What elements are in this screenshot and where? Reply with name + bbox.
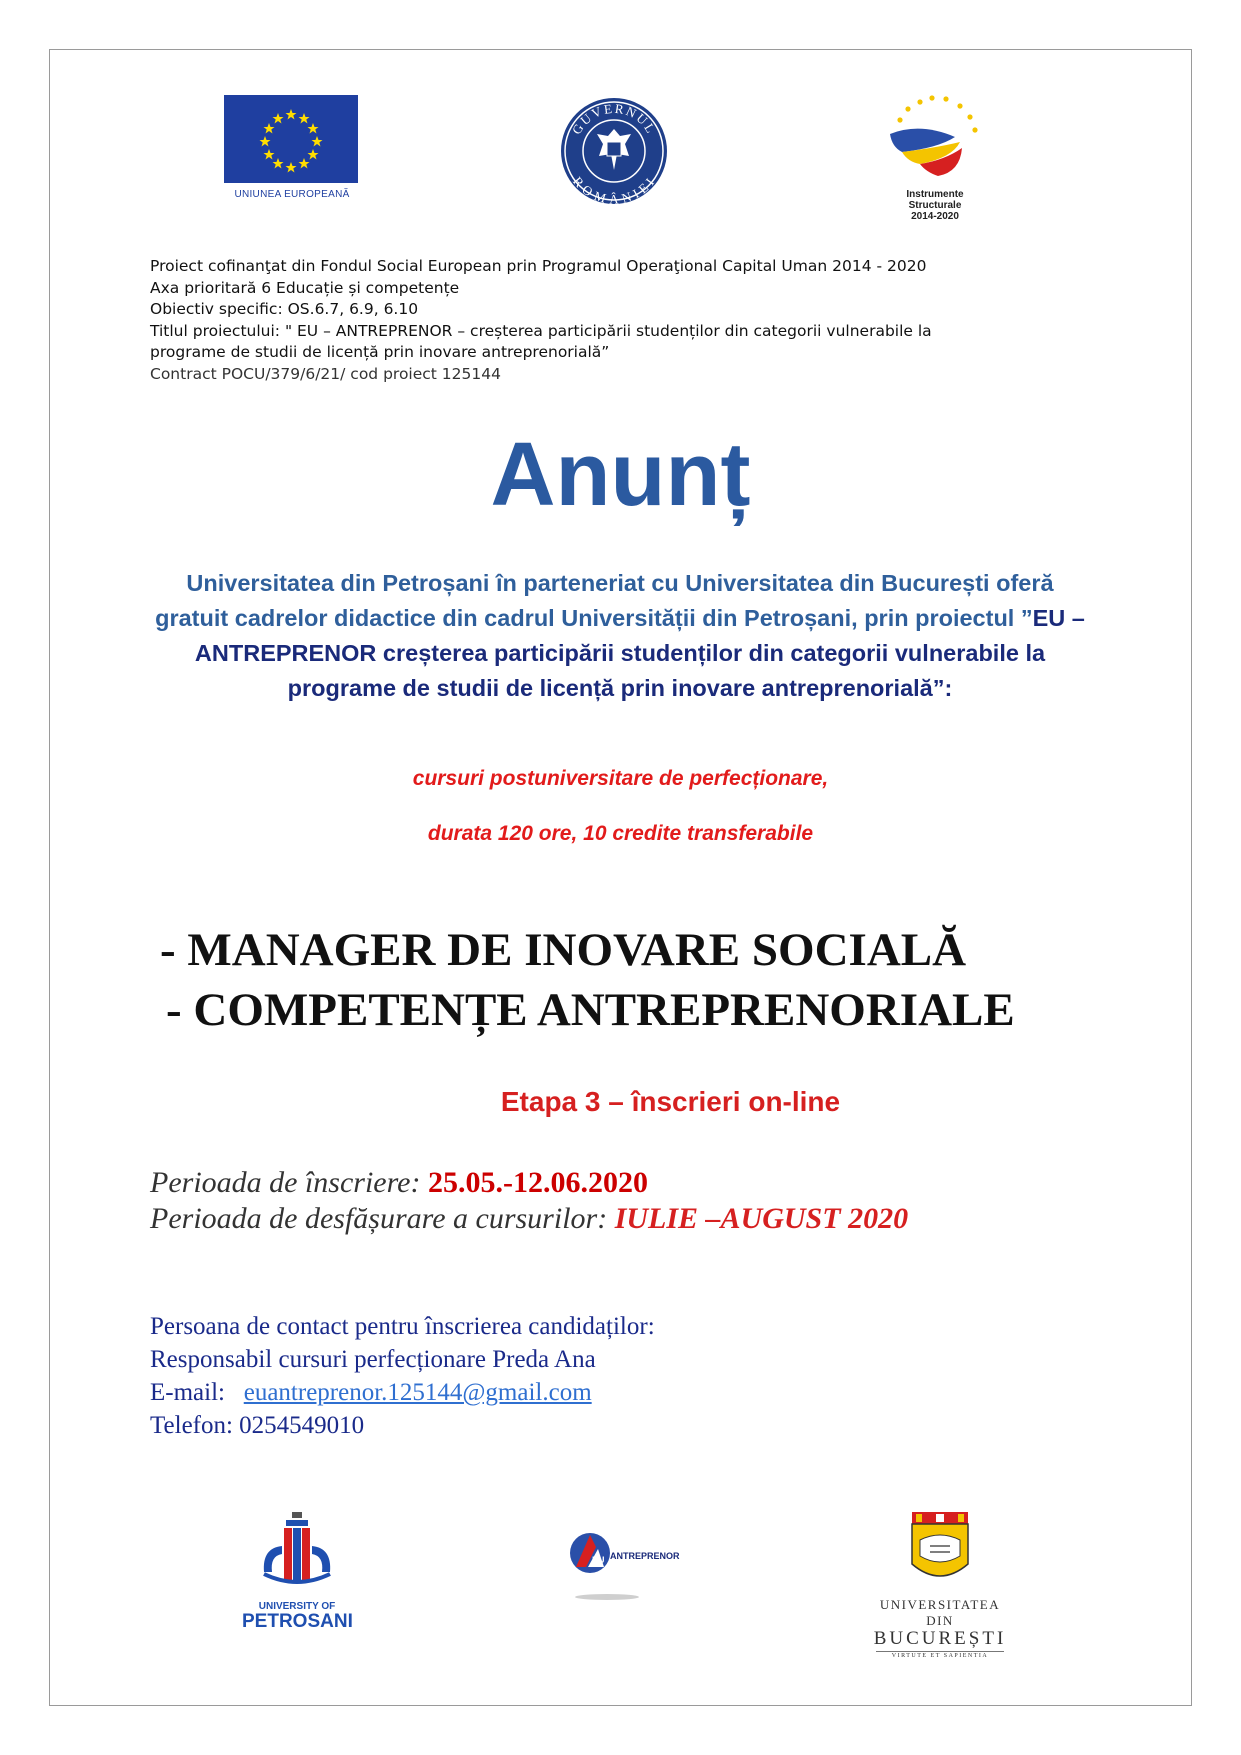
project-contract-line: Contract POCU/379/6/21/ cod proiect 125144 bbox=[150, 364, 501, 383]
ub-motto: VIRTUTE ET SAPIENTIA bbox=[876, 1651, 1004, 1659]
course-type-line: cursuri postuniversitare de perfecționare, bbox=[412, 767, 829, 790]
instrumente-structurale-logo bbox=[880, 92, 990, 222]
ub-caption-line2: BUCUREȘTI bbox=[873, 1628, 1007, 1649]
intro-paragraph bbox=[150, 566, 1090, 706]
course-list bbox=[160, 920, 1015, 1040]
project-info bbox=[150, 256, 1050, 385]
email-link[interactable]: euantreprenor.125144@gmail.com bbox=[243, 1379, 592, 1406]
project-funding-line: Proiect cofinanţat din Fondul Social European prin Programul Operaţional Capital Uman 2014 - 2020 bbox=[150, 257, 927, 275]
eu-flag-logo bbox=[224, 95, 360, 203]
intro-project-name: EU – ANTREPRENOR creșterea participării studenților din categorii vulnerabile la programe de studii de licență prin inovare antreprenorială”: bbox=[194, 605, 1085, 701]
government-seal-icon bbox=[559, 96, 669, 206]
stage-heading: Etapa 3 – înscrieri on-line bbox=[500, 1086, 841, 1117]
bucharest-crest-icon bbox=[866, 1512, 1014, 1592]
gov-text-bottom: ROMÂNIEI bbox=[570, 173, 659, 206]
eu-antreprenor-logo bbox=[562, 1527, 680, 1607]
is-caption-line2: 2014-2020 bbox=[911, 211, 959, 222]
contact-heading: Persoana de contact pentru înscrierea candidaților: bbox=[150, 1313, 655, 1340]
contact-block bbox=[150, 1310, 655, 1442]
intro-text: Universitatea din Petroșani în parteneriat cu Universitatea din București oferă gratuit cadrelor didactice din cadrul Universității din Petroșani, prin proiectul ” bbox=[155, 570, 1054, 631]
enrollment-period-value: 25.05.-12.06.2020 bbox=[427, 1166, 648, 1199]
eu-caption: UNIUNEA EUROPEANĂ bbox=[234, 189, 350, 200]
project-axis-line: Axa prioritară 6 Educație și competențe bbox=[150, 278, 460, 297]
course-item-manager: - MANAGER DE INOVARE SOCIALĂ bbox=[160, 924, 967, 976]
email-label: E-mail: bbox=[150, 1379, 238, 1406]
course-period-value: IULIE –AUGUST 2020 bbox=[614, 1202, 909, 1235]
is-caption-line1: Instrumente Structurale bbox=[906, 189, 964, 211]
university-of-petrosani-logo bbox=[242, 1512, 352, 1632]
petrosani-caption-line1: UNIVERSITY OF bbox=[258, 1601, 336, 1612]
announcement-title: Anunț bbox=[490, 425, 751, 525]
university-of-bucharest-logo bbox=[866, 1512, 1014, 1659]
contact-phone: Telefon: 0254549010 bbox=[150, 1412, 365, 1439]
course-period bbox=[150, 1201, 908, 1237]
eu-flag-icon bbox=[224, 95, 358, 183]
contact-person: Responsabil cursuri perfecționare Preda Ana bbox=[150, 1346, 596, 1373]
contact-email-row bbox=[150, 1376, 655, 1409]
gov-text-top: GUVERNUL bbox=[568, 100, 660, 138]
euant-mark-text: EU bbox=[592, 1555, 605, 1565]
petrosani-caption-line2: PETROSANI bbox=[242, 1611, 353, 1632]
periods-block bbox=[150, 1165, 908, 1237]
petrosani-emblem-icon bbox=[242, 1512, 352, 1596]
project-title-line: Titlul proiectului: " EU – ANTREPRENOR – creșterea participării studenților din categorii vulnerabile la bbox=[150, 321, 932, 340]
enrollment-period-label: Perioada de înscriere: bbox=[150, 1166, 428, 1199]
course-period-label: Perioada de desfășurare a cursurilor: bbox=[150, 1202, 615, 1235]
project-objective-line: Obiectiv specific: OS.6.7, 6.9, 6.10 bbox=[150, 300, 419, 318]
government-seal-logo bbox=[559, 96, 669, 206]
ub-caption-line1: UNIVERSITATEA DIN bbox=[879, 1597, 1001, 1628]
project-title-line-cont: programe de studii de licență prin inovare antreprenorială” bbox=[150, 343, 610, 361]
course-duration-line: durata 120 ore, 10 credite transferabile bbox=[427, 822, 814, 845]
course-item-competente: - COMPETENȚE ANTREPRENORIALE bbox=[166, 984, 1015, 1036]
enrollment-period bbox=[150, 1165, 908, 1201]
eu-antreprenor-emblem-icon bbox=[562, 1527, 680, 1607]
structural-instruments-icon bbox=[880, 92, 990, 184]
euant-label-text: ANTREPRENOR bbox=[610, 1551, 680, 1561]
